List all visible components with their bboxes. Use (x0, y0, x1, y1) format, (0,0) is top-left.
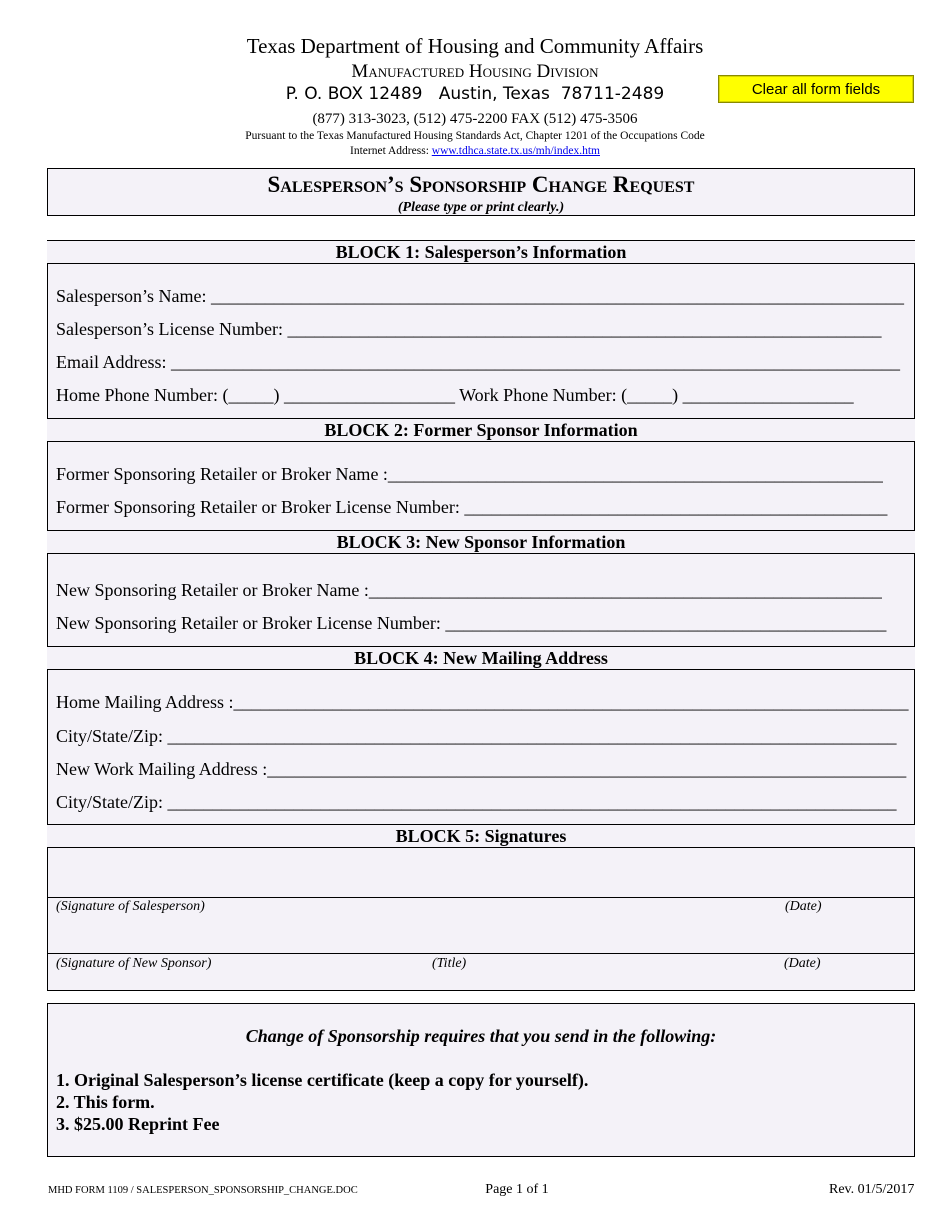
internet-label: Internet Address: (350, 145, 429, 157)
signature-line-2 (47, 953, 915, 954)
email-field[interactable]: Email Address: _________________________________________________________________________________ (56, 352, 900, 372)
requirement-item-3: 3. $25.00 Reprint Fee (56, 1114, 220, 1134)
sponsor-signature-field[interactable] (48, 917, 914, 953)
signature-sponsor-label: (Signature of New Sponsor) (56, 956, 212, 971)
date-label-2: (Date) (784, 956, 821, 971)
date-label-1: (Date) (785, 899, 822, 914)
form-id: MHD FORM 1109 / SALESPERSON_SPONSORSHIP_CHANGE.DOC (48, 1185, 358, 1196)
phone-numbers: (877) 313-3023, (512) 475-2200 FAX (512) 475-3506 (312, 111, 638, 127)
home-mailing-address-field[interactable]: Home Mailing Address :___________________________________________________________________________ (56, 692, 909, 712)
block4-header: BLOCK 4: New Mailing Address (47, 646, 915, 670)
form-title: Salesperson’s Sponsorship Change Request (267, 172, 695, 197)
block5-header: BLOCK 5: Signatures (47, 824, 915, 848)
title-label: (Title) (432, 956, 467, 971)
block1-header: BLOCK 1: Salesperson’s Information (47, 240, 915, 264)
agency-name: Texas Department of Housing and Community Affairs (246, 34, 704, 58)
internet-link[interactable]: www.tdhca.state.tx.us/mh/index.htm (431, 145, 600, 157)
new-sponsor-name-field[interactable]: New Sponsoring Retailer or Broker Name :_________________________________________________________ (56, 580, 882, 600)
work-mailing-address-field[interactable]: New Work Mailing Address :_______________________________________________________________________ (56, 759, 907, 779)
former-sponsor-license-field[interactable]: Former Sponsoring Retailer or Broker License Number: _______________________________________________ (56, 497, 888, 517)
mailing-address: P. O. BOX 12489 Austin, Texas 78711-2489 (285, 84, 665, 104)
former-sponsor-name-field[interactable]: Former Sponsoring Retailer or Broker Name :_______________________________________________________ (56, 464, 883, 484)
internet-address (0, 145, 950, 157)
signature-salesperson-label: (Signature of Salesperson) (56, 899, 205, 914)
clear-form-button[interactable]: Clear all form fields (718, 75, 914, 103)
division-name: Manufactured Housing Division (351, 61, 599, 82)
salesperson-name-field[interactable]: Salesperson’s Name: _____________________________________________________________________________ (56, 286, 904, 306)
salesperson-license-field[interactable]: Salesperson’s License Number: __________________________________________________________________ (56, 319, 882, 339)
block2-header: BLOCK 2: Former Sponsor Information (47, 418, 915, 442)
revision-date: Rev. 01/5/2017 (829, 1182, 915, 1197)
form-subtitle: (Please type or print clearly.) (397, 200, 565, 215)
home-city-state-zip-field[interactable]: City/State/Zip: _________________________________________________________________________________ (56, 726, 897, 746)
block3-header: BLOCK 3: New Sponsor Information (47, 530, 915, 554)
work-city-state-zip-field[interactable]: City/State/Zip: _________________________________________________________________________________ (56, 792, 897, 812)
requirements-title: Change of Sponsorship requires that you send in the following: (245, 1026, 717, 1046)
requirement-item-2: 2. This form. (56, 1092, 155, 1112)
phone-fields[interactable]: Home Phone Number: (_____) ___________________ Work Phone Number: (_____) ___________________ (56, 385, 854, 405)
statute-note: Pursuant to the Texas Manufactured Housing Standards Act, Chapter 1201 of the Occupations Code (245, 130, 705, 142)
salesperson-signature-field[interactable] (48, 848, 914, 896)
signature-line-1 (47, 897, 915, 898)
new-sponsor-license-field[interactable]: New Sponsoring Retailer or Broker License Number: _________________________________________________ (56, 613, 887, 633)
page-number: Page 1 of 1 (485, 1182, 549, 1197)
requirement-item-1: 1. Original Salesperson’s license certificate (keep a copy for yourself). (56, 1070, 589, 1090)
